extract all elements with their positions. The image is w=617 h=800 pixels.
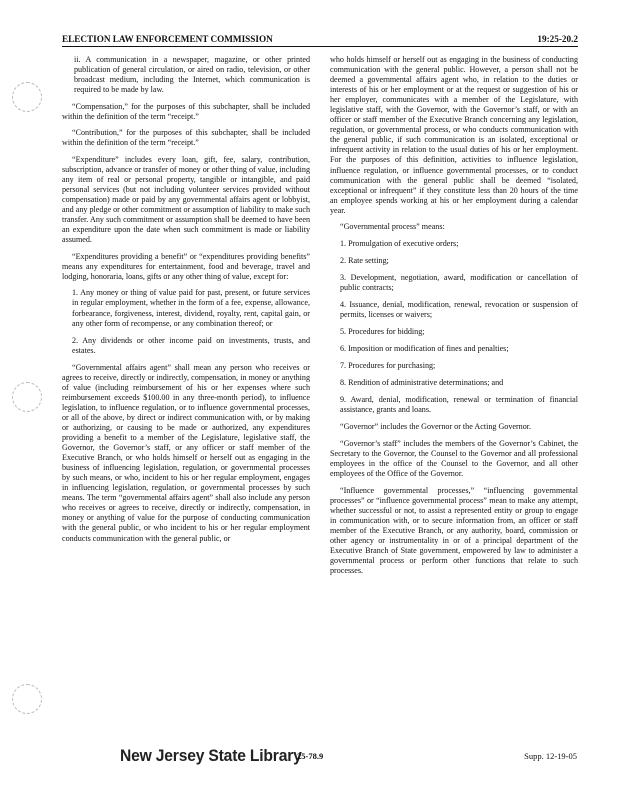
punch-hole-mark [10, 78, 48, 118]
left-column [62, 55, 310, 550]
library-logo: New Jersey State Library [120, 746, 302, 765]
paragraph: “Expenditures providing a benefit” or “expenditures providing benefits” means any expenditures for entertainment, food and beverage, travel and lodging, honoraria, loans, gifts or any other thing of value, except for: [62, 251, 310, 281]
paragraph: ii. A communication in a newspaper, magazine, or other printed publication of general circulation, or aired on radio, television, or other broadcast medium, including the Internet, which communication is required to be made by law. [74, 55, 310, 95]
paragraph: 4. Issuance, denial, modification, renewal, revocation or suspension of permits, licenses or waivers; [340, 299, 578, 320]
paragraph: 7. Procedures for purchasing; [340, 361, 436, 371]
paragraph: “Expenditure” includes every loan, gift, fee, salary, contribution, subscription, advance or transfer of money or other thing of value, including any item of real or personal property, tangible or intangible, and paid personal services (but not including volunteer services provided without compensation) made or paid by any governmental affairs agent or lobbyist, and any pledge or other commitment or assumption of liability to make such transfer. Any such commitment or assumption shall be deemed to have been an expenditure upon the date when such commitment is made or liability assumed. [62, 154, 310, 245]
paragraph: who holds himself or herself out as engaging in the business of conducting communication with the general public. However, a person shall not be deemed a governmental affairs agent who, in relation to the duties or interests of his or her employment or at the request or suggestion of his or her employer, communicates with a member of the Legislature, with legislative staff, with the Governor, with the Governor’s staff, or with an officer or staff member of the Executive Branch concerning any legislation, regulation, or governmental process, or who conducts communication with the general public, if such communication is an isolated, exceptional or infrequent activity in relation to the usual duties of his or her employment. For the purposes of this definition, activities to influence legislation, influence regulation, or influence governmental processes, or to conduct communication with the general public shall be deemed “isolated, exceptional or infrequent” if they constitute less than 20 hours of the time an employee spends working at his or her employment during a calendar year. [330, 55, 578, 215]
paragraph: 9. Award, denial, modification, renewal or termination of financial assistance, grants and loans. [340, 395, 578, 415]
paragraph: “Governor’s staff” includes the members of the Governor’s Cabinet, the Secretary to the Governor, the Counsel to the Governor and all professional employees in the office of the Counsel to the Governor, and all other employees of the Office of the Governor. [330, 438, 578, 479]
header-section-number: 19:25-20.2 [537, 34, 578, 44]
paragraph: 1. Promulgation of executive orders; [340, 238, 459, 248]
paragraph: 2. Rate setting; [340, 255, 389, 265]
paragraph: 8. Rendition of administrative determinations; and [340, 378, 504, 388]
paragraph: “Influence governmental processes,” “influencing governmental processes” or “influence governmental process” mean to make any attempt, whether successful or not, to assist a represented entity or group to engage in communication with, or to secure information from, an officer or staff member of the Executive Branch, or any authority, board, commission or other agency or instrumentality in or of a principal department of the Executive Branch of State government, empowered by law to administer a governmental process or perform other functions that relate to such processes. [330, 485, 578, 575]
right-column [330, 55, 578, 583]
paragraph: “Compensation,” for the purposes of this subchapter, shall be included within the definition of the term “receipt.” [62, 101, 310, 121]
punch-hole-mark [10, 378, 48, 418]
paragraph: 5. Procedures for bidding; [340, 327, 425, 337]
paragraph: “Governmental process” means: [340, 222, 445, 232]
paragraph: “Contribution,” for the purposes of this subchapter, shall be included within the definition of the term “receipt.” [62, 128, 310, 148]
supplement-date: Supp. 12-19-05 [524, 751, 577, 761]
paragraph: 6. Imposition or modification of fines and penalties; [340, 344, 509, 354]
header-title: ELECTION LAW ENFORCEMENT COMMISSION [62, 34, 273, 44]
paragraph: 3. Development, negotiation, award, modification or cancellation of public contracts; [340, 272, 578, 292]
punch-hole-mark [10, 680, 48, 720]
header-rule [62, 46, 578, 47]
paragraph: “Governor” includes the Governor or the Acting Governor. [340, 422, 532, 432]
page-number: 25-78.9 [297, 751, 324, 761]
paragraph: 1. Any money or thing of value paid for past, present, or future services in regular employment, whether in the form of a fee, expense, allowance, forbearance, forgiveness, interest, dividend, royalty, rent, capital gain, or any other form of recompense, or any combination thereof; or [72, 288, 310, 328]
paragraph: 2. Any dividends or other income paid on investments, trusts, and estates. [72, 335, 310, 355]
running-header [62, 34, 578, 46]
paragraph: “Governmental affairs agent” shall mean any person who receives or agrees to receive, directly or indirectly, compensation, in money or anything of value (including reimbursement of his or her expenses where such reimbursement exceeds $100.00 in any three-month period), to influence legislation, to influence regulation, or to influence governmental processes, or all of the above, by direct or indirect communication with, or by making or authorizing, or causing to be made or authorized, any expenditures providing a benefit to a member of the Legislature, legislative staff, the Governor, the Governor’s staff, or any officer or staff member of the Executive Branch, or who holds himself or herself out as engaging in the business of influencing legislation, regulation, or governmental processes by such means, or who, incident to his or her regular employment, engages in influencing legislation, regulation, or governmental processes by such means. The term “governmental affairs agent” shall also include any person who receives or agrees to receive, directly or indirectly, compensation, in money or anything of value for the purpose of conducting communication with the general public, or who incident to his or her regular employment conducts communication with the general public, or [62, 362, 310, 543]
